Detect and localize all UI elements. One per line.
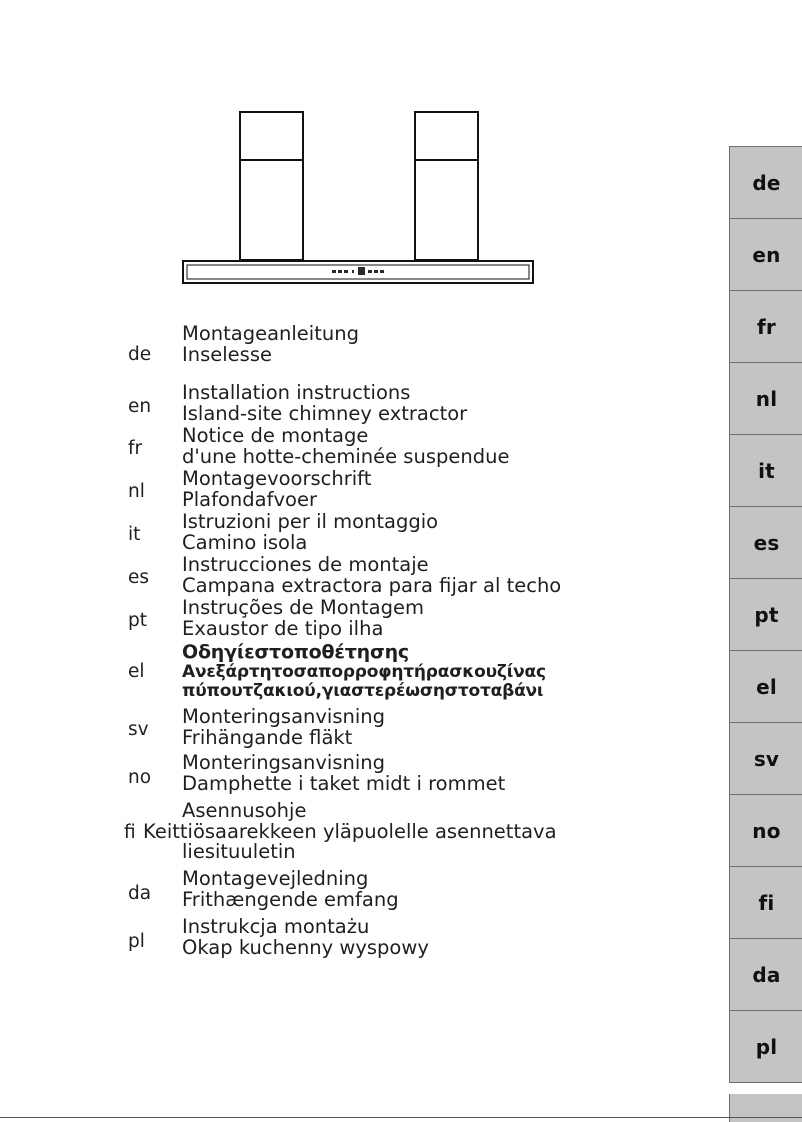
language-row-sv xyxy=(0,703,700,747)
language-title-de: Montageanleitung xyxy=(182,322,359,345)
tab-label-es: es xyxy=(753,530,780,555)
language-subtitle2-fi: liesituuletin xyxy=(182,840,296,863)
language-texts-pl xyxy=(182,913,700,958)
language-subtitle-sv: Frihängande fläkt xyxy=(182,725,353,749)
language-row-fr xyxy=(0,424,700,468)
tab-no[interactable] xyxy=(730,795,802,867)
tab-sv[interactable] xyxy=(730,723,802,795)
language-texts-pt xyxy=(182,596,700,639)
language-row-fi xyxy=(0,797,700,863)
language-list xyxy=(0,318,700,961)
page-bottom-rule xyxy=(0,1117,802,1118)
language-texts-de xyxy=(182,318,700,365)
tab-el[interactable] xyxy=(730,651,802,723)
language-subtitle-de: Inselesse xyxy=(182,342,272,366)
language-code-el: el xyxy=(128,661,145,682)
language-subtitle2-el: πύπουτζακιού,γιαστερέωσηστοταβάνι xyxy=(182,681,544,701)
language-code-sv: sv xyxy=(128,719,149,740)
left-chimney-lower xyxy=(240,160,303,260)
language-subtitle-en: Island-site chimney extractor xyxy=(182,401,468,425)
language-subtitle-pl: Okap kuchenny wyspowy xyxy=(182,935,429,959)
language-subtitle-pt: Exaustor de tipo ilha xyxy=(182,616,384,640)
language-title-en: Installation instructions xyxy=(182,381,411,404)
language-title-no: Monteringsanvisning xyxy=(182,751,386,774)
language-code-da: da xyxy=(128,883,152,904)
tab-de[interactable] xyxy=(730,147,802,219)
right-chimney-upper xyxy=(415,112,478,160)
tab-label-pl: pl xyxy=(755,1034,778,1059)
language-title-nl: Montagevoorschrift xyxy=(182,467,372,490)
tab-en[interactable] xyxy=(730,219,802,291)
hood-illustration-svg xyxy=(182,110,534,285)
language-subtitle-no: Damphette i taket midt i rommet xyxy=(182,771,506,795)
language-code-it: it xyxy=(128,524,141,545)
language-code-pl: pl xyxy=(128,931,145,952)
tab-fi[interactable] xyxy=(730,867,802,939)
language-row-da xyxy=(0,865,700,911)
tab-label-no: no xyxy=(752,818,781,843)
tab-label-el: el xyxy=(756,674,777,699)
language-texts-da xyxy=(182,865,700,910)
language-code-fr: fr xyxy=(128,438,143,459)
language-texts-nl xyxy=(182,467,700,510)
language-title-sv: Monteringsanvisning xyxy=(182,705,386,728)
language-code-pt: pt xyxy=(128,610,147,631)
language-title-fi: Asennusohje xyxy=(182,799,307,822)
language-title-pl: Instrukcja montażu xyxy=(182,915,370,938)
tab-label-nl: nl xyxy=(755,386,778,411)
tab-fr[interactable] xyxy=(730,291,802,363)
language-subtitle-da: Frithængende emfang xyxy=(182,887,399,911)
hood-illustration xyxy=(182,110,534,285)
left-chimney-upper xyxy=(240,112,303,160)
language-title-el: Οδηγίεστοποθέτησης xyxy=(182,641,409,663)
language-texts-it xyxy=(182,510,700,553)
language-tabs xyxy=(729,146,802,1083)
language-texts-sv xyxy=(182,703,700,748)
language-row-it xyxy=(0,510,700,554)
language-row-pt xyxy=(0,596,700,640)
tab-label-fr: fr xyxy=(757,314,776,339)
language-row-el xyxy=(0,639,700,701)
language-title-fr: Notice de montage xyxy=(182,424,369,447)
language-row-de xyxy=(0,318,700,375)
tab-it[interactable] xyxy=(730,435,802,507)
language-code-nl: nl xyxy=(128,481,145,502)
tab-pl[interactable] xyxy=(730,1011,802,1083)
language-subtitle-fi: Keittiösaarekkeen yläpuolelle asennettava xyxy=(143,819,557,843)
tab-nl[interactable] xyxy=(730,363,802,435)
language-texts-no xyxy=(182,749,700,794)
language-title-da: Montagevejledning xyxy=(182,867,369,890)
tab-label-en: en xyxy=(752,242,781,267)
tab-label-de: de xyxy=(752,170,781,195)
language-code-en: en xyxy=(128,396,152,417)
language-texts-en xyxy=(182,377,700,424)
language-texts-fr xyxy=(182,424,700,467)
tab-label-da: da xyxy=(752,962,781,987)
tab-da[interactable] xyxy=(730,939,802,1011)
right-chimney-lower xyxy=(415,160,478,260)
language-row-es xyxy=(0,553,700,597)
language-subtitle-nl: Plafondafvoer xyxy=(182,487,317,511)
language-code-no: no xyxy=(128,767,152,788)
language-title-pt: Instruções de Montagem xyxy=(182,596,424,619)
language-title-es: Instrucciones de montaje xyxy=(182,553,429,576)
language-code-es: es xyxy=(128,567,150,588)
language-subtitle-el: Ανεξάρτητοσαπορροφητήρασκουζίνας xyxy=(182,662,546,682)
language-code-fi: fi xyxy=(124,822,136,843)
tab-label-sv: sv xyxy=(753,746,780,771)
language-row-no xyxy=(0,749,700,795)
language-subtitle-es: Campana extractora para fijar al techo xyxy=(182,573,562,597)
language-code-de: de xyxy=(128,344,152,365)
tab-label-it: it xyxy=(758,458,775,483)
tab-pt[interactable] xyxy=(730,579,802,651)
language-texts-el xyxy=(182,639,700,701)
language-title-it: Istruzioni per il montaggio xyxy=(182,510,439,533)
language-row-pl xyxy=(0,913,700,959)
language-row-en xyxy=(0,377,700,425)
language-texts-es xyxy=(182,553,700,596)
language-subtitle-fr: d'une hotte-cheminée suspendue xyxy=(182,444,510,468)
language-subtitle-it: Camino isola xyxy=(182,530,308,554)
language-texts-fi xyxy=(143,797,700,863)
language-row-nl xyxy=(0,467,700,511)
tab-es[interactable] xyxy=(730,507,802,579)
tab-label-pt: pt xyxy=(754,602,779,627)
tab-label-fi: fi xyxy=(758,890,775,915)
